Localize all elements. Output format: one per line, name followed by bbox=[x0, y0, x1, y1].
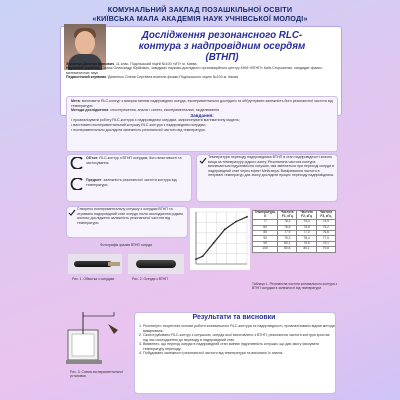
authors-block bbox=[66, 62, 336, 80]
goal-label: Мета bbox=[71, 99, 80, 103]
methods-label: Методи дослідження bbox=[71, 108, 109, 113]
org-line-1: КОМУНАЛЬНИЙ ЗАКЛАД ПОЗАШКІЛЬНОЇ ОСВІТИ bbox=[107, 5, 293, 14]
fig3-caption: Рис. 3. Схема експериментальної установки bbox=[70, 370, 124, 378]
supervisor-text: : Салюк Олександр Юрійович, завідувач науково-дослідного організаційного центру КНМ «ВТНП» Київ-Стороженко, кандидат фізико-математичних наук bbox=[66, 66, 323, 75]
checkmark-icon bbox=[68, 209, 76, 217]
table-row: 95 80,1 79,6 79,1 bbox=[253, 241, 336, 246]
org-line-2: «КИЇВСЬКА МАЛА АКАДЕМІЯ НАУК УЧНІВСЬКОЇ МОЛОДІ» bbox=[92, 13, 308, 23]
fig2-caption: Рис. 2. Осердя з ВТНП bbox=[132, 277, 168, 281]
fig1-caption: Рис. 1. Обмотка з осердям bbox=[72, 277, 115, 281]
preparation-text: Створено експериментальну котушку з осердям ВТНП та отримано надпровідний стан осердя після охолодження рідким азотом; досліджено залежність резонансної частоти від температури. bbox=[77, 207, 183, 225]
ped-supervisor-text: : Дєяненко Олена Сергіївна вчитель фізики Подільського ліцею №100 м. Києва bbox=[106, 75, 238, 80]
results-item: 1. Розглянуто теоретичні основи роботи коливального RLC-контура та надпровідності, проаналізовано відомі методи вимірювань. bbox=[143, 324, 335, 333]
title-line-1: Дослідження резонансного RLC- bbox=[141, 30, 303, 41]
table-header: Температура, К bbox=[254, 210, 276, 219]
table-caption: Таблиця 1. Резонансна частота коливального контура з ВТНП осердям в залежності від температури bbox=[252, 282, 338, 291]
data-point bbox=[246, 216, 248, 218]
results-item: 4. Побудовано залежності резонансної частоти від температури та виконано їх аналіз. bbox=[143, 351, 335, 356]
samples-caption: Фотографія зразків ВТНП осердя bbox=[100, 243, 152, 247]
table-row: 90 79,3 78,4 77,9 bbox=[253, 236, 336, 241]
goal-text: : виготовити RLC-контур з використанням надпровідних осердь, експериментально дослідити та обґрунтувати залежність його резонансної частоти від температури. bbox=[71, 99, 333, 108]
results-table bbox=[252, 210, 336, 253]
table-header: Частота F2, кГц bbox=[297, 211, 316, 220]
results-title: Результати та висновки bbox=[192, 314, 276, 321]
coil-photo bbox=[68, 254, 122, 274]
task-item: • експериментально дослідити залежність резонансної частоти від температури. bbox=[71, 127, 206, 132]
task-item: • виготовити експериментальний котушку RLC-контура з надпровідним осердям; bbox=[71, 122, 206, 127]
results-item: 2. Сконструйовано RLC-контур з котушкою, осердя якої виготовлено з ВТНП; резонансна частота контура зростає під час охолодження до переходу в надпровідний стан. bbox=[143, 333, 335, 342]
table-row: 100 80,6 80,1 79,8 bbox=[253, 247, 336, 252]
object-ring-icon bbox=[68, 157, 84, 169]
task-item: • проаналізувати роботу RLC-контура з надпровідним осердям, запропонувати математичну модель; bbox=[71, 118, 240, 123]
data-point bbox=[202, 255, 204, 257]
results-list bbox=[138, 324, 335, 356]
data-point bbox=[213, 242, 215, 244]
object-text: : RLC-контур з ВТНП осердям, його властивості та застосування. bbox=[86, 156, 182, 165]
poster-title bbox=[108, 30, 336, 63]
subject-text: : залежність резонансної частоти контура від температури. bbox=[86, 178, 177, 187]
data-point bbox=[224, 228, 226, 230]
frequency-chart bbox=[190, 208, 250, 270]
ped-supervisor-label: Педагогічний керівник bbox=[66, 75, 107, 80]
subject-ring-icon bbox=[68, 178, 84, 190]
theory-text: Температура переходу надпровідника ВТНП в стан надпровідності значно вища за температуру рідкого азоту. Резонансна частота контура визначається індуктивністю котушки, яка змінюється при переході осердя в надпровідний стан через ефект Мейснера. Вимірювання частоти в інтервалі температур дає змогу дослідити процес переходу надпровідника. bbox=[208, 155, 335, 178]
supervisor-label: Науковий керівник bbox=[66, 66, 100, 71]
object-text-block bbox=[86, 156, 186, 165]
intro-card bbox=[66, 96, 338, 152]
tasks-title: Завдання: bbox=[190, 112, 214, 118]
table-header: Частота F3, кГц bbox=[316, 211, 335, 220]
table-row: 85 77,9 77,0 76,6 bbox=[253, 230, 336, 235]
title-line-2: контура з надпровідним осердям bbox=[138, 41, 306, 52]
table-row: 77 76,2 75,4 74,9 bbox=[253, 220, 336, 225]
object-label: Об'єкт bbox=[86, 156, 98, 160]
data-point bbox=[195, 258, 197, 260]
organization-header bbox=[0, 6, 400, 23]
checkmark-icon bbox=[199, 157, 207, 165]
results-item: 3. Виявлено, що перехід осердя в надпровідний стан змінює індуктивність котушки, що дає змогу фіксувати температуру переходу. bbox=[143, 342, 335, 351]
subject-label: Предмет bbox=[86, 178, 102, 182]
data-point bbox=[235, 221, 237, 223]
subject-text-block bbox=[86, 178, 186, 187]
core-photo bbox=[128, 254, 184, 274]
setup-diagram bbox=[66, 310, 122, 368]
table-header: Частота F1, кГц bbox=[278, 211, 297, 220]
title-line-3: (ВТНП) bbox=[205, 52, 239, 63]
table-row: 80 76,5 75,8 75,2 bbox=[253, 225, 336, 230]
author-text: , 11 клас, Подільський ліцей №100 «ИТ» м. Києва bbox=[114, 62, 197, 66]
author-label: Золотнук Дмитро Іванович bbox=[66, 62, 115, 66]
methods-text: : спостереження, аналіз і синтез, експериментальні, моделювання bbox=[108, 108, 220, 113]
